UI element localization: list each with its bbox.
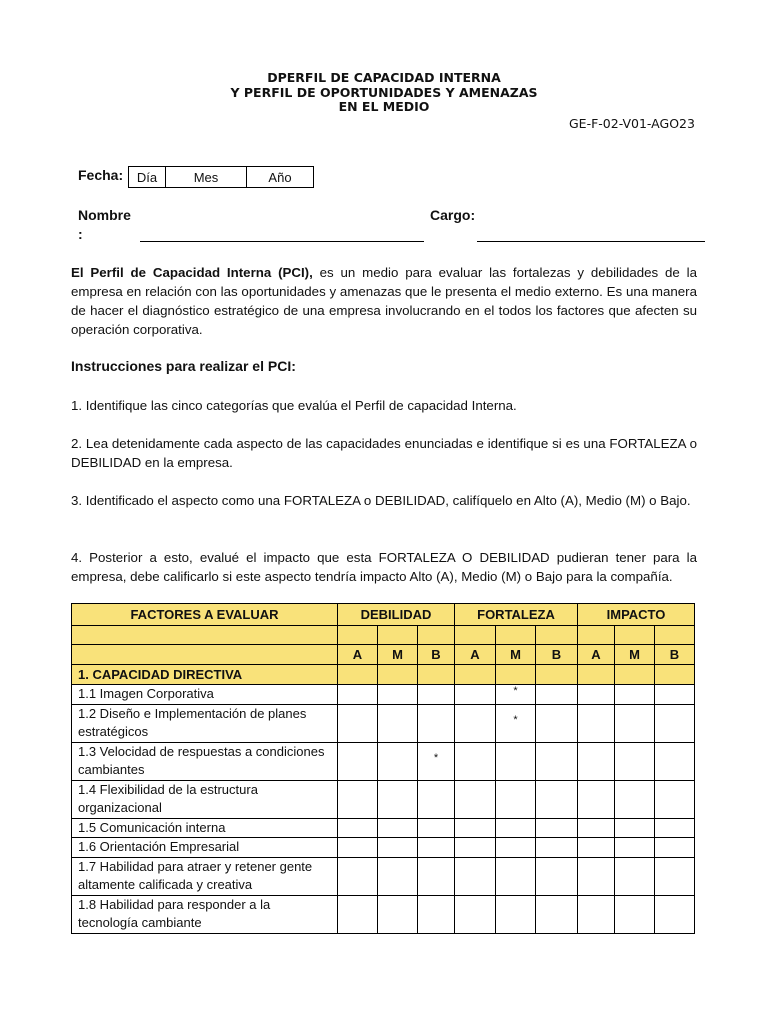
rating-cell[interactable] <box>655 704 695 742</box>
nombre-input-line[interactable] <box>140 241 424 242</box>
rating-cell[interactable] <box>455 818 496 838</box>
rating-cell[interactable] <box>655 857 695 895</box>
debilidad-header: DEBILIDAD <box>338 604 455 626</box>
factor-label: 1.1 Imagen Corporativa <box>72 685 338 705</box>
level-header-cell: B <box>418 645 455 665</box>
rating-cell[interactable] <box>578 780 615 818</box>
rating-cell[interactable] <box>455 704 496 742</box>
category-cell <box>496 665 536 685</box>
rating-cell[interactable] <box>655 742 695 780</box>
table-row <box>72 742 695 780</box>
fecha-anio-field[interactable]: Año <box>268 169 292 185</box>
table-header-row <box>72 604 695 626</box>
rating-cell[interactable] <box>578 895 615 933</box>
title-line-1: DPERFIL DE CAPACIDAD INTERNA <box>267 70 501 85</box>
blank-header-cell <box>536 626 578 645</box>
rating-cell[interactable] <box>455 857 496 895</box>
rating-cell[interactable] <box>418 895 455 933</box>
blank-header-cell <box>72 626 338 645</box>
rating-cell[interactable] <box>378 742 418 780</box>
rating-mark: * <box>513 714 518 726</box>
rating-cell[interactable] <box>615 838 655 858</box>
level-header-cell: B <box>655 645 695 665</box>
document-title <box>0 71 768 115</box>
rating-cell[interactable] <box>378 857 418 895</box>
rating-cell[interactable] <box>615 857 655 895</box>
blank-header-cell <box>455 626 496 645</box>
blank-header-cell <box>418 626 455 645</box>
rating-cell[interactable] <box>536 838 578 858</box>
rating-cell[interactable] <box>338 838 378 858</box>
rating-mark: * <box>513 685 518 698</box>
intro-bold: El Perfil de Capacidad Interna (PCI), <box>71 265 313 280</box>
category-row <box>72 665 695 685</box>
rating-cell[interactable] <box>338 895 378 933</box>
levels-blank-cell <box>72 645 338 665</box>
table-blank-header-row <box>72 626 695 645</box>
rating-cell[interactable] <box>578 818 615 838</box>
instruction-step-3: 3. Identificado el aspecto como una FORTALEZA o DEBILIDAD, califíquelo en Alto (A), Medio (M) o Bajo. <box>71 493 691 508</box>
rating-cell[interactable] <box>615 742 655 780</box>
rating-cell[interactable] <box>615 780 655 818</box>
impacto-header: IMPACTO <box>578 604 695 626</box>
fortaleza-header: FORTALEZA <box>455 604 578 626</box>
rating-cell[interactable] <box>378 838 418 858</box>
rating-cell[interactable] <box>418 818 455 838</box>
rating-cell[interactable] <box>578 838 615 858</box>
rating-cell[interactable] <box>455 685 496 705</box>
rating-cell[interactable] <box>338 857 378 895</box>
rating-cell[interactable] <box>455 780 496 818</box>
rating-cell[interactable] <box>338 780 378 818</box>
table-row <box>72 704 695 742</box>
rating-cell[interactable] <box>536 780 578 818</box>
rating-cell[interactable] <box>378 780 418 818</box>
factor-label: 1.6 Orientación Empresarial <box>72 838 338 858</box>
rating-cell[interactable] <box>455 742 496 780</box>
title-line-2: Y PERFIL DE OPORTUNIDADES Y AMENAZAS <box>230 84 538 100</box>
rating-cell[interactable] <box>655 818 695 838</box>
rating-cell[interactable] <box>496 780 536 818</box>
blank-header-cell <box>615 626 655 645</box>
level-header-cell: M <box>378 645 418 665</box>
blank-header-cell <box>655 626 695 645</box>
rating-mark: * <box>433 752 439 764</box>
level-header-cell: A <box>578 645 615 665</box>
factor-label: 1.5 Comunicación interna <box>72 818 338 838</box>
rating-cell[interactable] <box>378 685 418 705</box>
rating-cell[interactable] <box>418 704 455 742</box>
cargo-label: Cargo: <box>430 207 476 223</box>
rating-cell[interactable] <box>536 685 578 705</box>
instruction-step-1: 1. Identifique las cinco categorías que evalúa el Perfil de capacidad Interna. <box>71 398 517 413</box>
category-cell <box>536 665 578 685</box>
blank-header-cell <box>378 626 418 645</box>
nombre-label-part: Nombre <box>78 207 131 223</box>
fecha-mes-field[interactable]: Mes <box>166 167 247 187</box>
category-cell <box>578 665 615 685</box>
factor-label: 1.8 Habilidad para responder a la tecnología cambiante <box>72 895 338 933</box>
rating-cell[interactable] <box>338 742 378 780</box>
fecha-dia-field[interactable]: Día <box>129 167 166 187</box>
table-row <box>72 780 695 818</box>
rating-cell[interactable] <box>655 838 695 858</box>
rating-cell[interactable] <box>455 895 496 933</box>
rating-cell[interactable] <box>378 818 418 838</box>
rating-cell[interactable] <box>496 857 536 895</box>
fecha-fields <box>128 166 314 188</box>
table-levels-row <box>72 645 695 665</box>
cargo-input-line[interactable] <box>477 241 705 242</box>
rating-cell[interactable] <box>578 742 615 780</box>
factor-label: 1.2 Diseño e Implementación de planes estratégicos <box>72 704 338 742</box>
category-cell <box>655 665 695 685</box>
instruction-step-4: 4. Posterior a esto, evalué el impacto que esta FORTALEZA O DEBILIDAD pudieran tener para la empresa, debe calificarlo si este aspecto tendría impacto Alto (A), Medio (M) o Bajo para la compañía. <box>71 550 697 584</box>
rating-cell[interactable] <box>578 857 615 895</box>
rating-cell[interactable] <box>615 818 655 838</box>
title-line-3: EN EL MEDIO <box>338 99 430 114</box>
rating-cell[interactable] <box>378 704 418 742</box>
rating-cell[interactable] <box>615 704 655 742</box>
rating-cell[interactable] <box>418 838 455 858</box>
table-row <box>72 895 695 933</box>
rating-cell[interactable] <box>655 895 695 933</box>
instructions-title: Instrucciones para realizar el PCI: <box>71 358 296 374</box>
rating-cell[interactable] <box>655 685 695 705</box>
table-row <box>72 838 695 858</box>
factor-label: 1.4 Flexibilidad de la estructura organizacional <box>72 780 338 818</box>
factor-label: 1.3 Velocidad de respuestas a condiciones cambiantes <box>72 742 338 780</box>
table-row <box>72 818 695 838</box>
rating-cell[interactable] <box>615 685 655 705</box>
category-cell <box>378 665 418 685</box>
intro-paragraph <box>71 263 697 339</box>
rating-cell[interactable] <box>418 780 455 818</box>
table-row <box>72 857 695 895</box>
nombre-label-part: : <box>78 226 83 242</box>
rating-cell[interactable] <box>615 895 655 933</box>
rating-cell[interactable] <box>418 857 455 895</box>
factor-header: FACTORES A EVALUAR <box>72 604 338 626</box>
rating-cell[interactable] <box>496 742 536 780</box>
level-header-cell: M <box>496 645 536 665</box>
intro-text: es un medio para evaluar las fortalezas y debilidades de la empresa en relación con las oportunidades y amenazas que le presenta el medio externo. Es una manera de hacer el diagnóstico estratégico de una empresa involucrando en el todos los factores que afecten su operación corporativa. <box>71 265 697 337</box>
factor-label: 1.7 Habilidad para atraer y retener gente altamente calificada y creativa <box>72 857 338 895</box>
nombre-label-text <box>78 207 131 242</box>
rating-cell[interactable] <box>496 685 536 705</box>
category-cell <box>455 665 496 685</box>
category-cell <box>615 665 655 685</box>
rating-cell[interactable] <box>578 685 615 705</box>
rating-cell[interactable] <box>418 742 455 780</box>
rating-cell[interactable] <box>536 818 578 838</box>
blank-header-cell <box>496 626 536 645</box>
level-header-cell: M <box>615 645 655 665</box>
level-header-cell: B <box>536 645 578 665</box>
instruction-step-2: 2. Lea detenidamente cada aspecto de las capacidades enunciadas e identifique si es una FORTALEZA o DEBILIDAD en la empresa. <box>71 436 697 470</box>
category-cell <box>418 665 455 685</box>
category-label: 1. CAPACIDAD DIRECTIVA <box>72 665 338 685</box>
rating-cell[interactable] <box>338 818 378 838</box>
level-header-cell: A <box>338 645 378 665</box>
table-row <box>72 685 695 705</box>
rating-cell[interactable] <box>338 685 378 705</box>
rating-cell[interactable] <box>536 895 578 933</box>
rating-cell[interactable] <box>496 704 536 742</box>
pci-table <box>71 603 695 934</box>
rating-cell[interactable] <box>378 895 418 933</box>
rating-cell[interactable] <box>655 780 695 818</box>
level-header-cell: A <box>455 645 496 665</box>
rating-cell[interactable] <box>455 838 496 858</box>
rating-cell[interactable] <box>536 857 578 895</box>
category-cell <box>338 665 378 685</box>
rating-cell[interactable] <box>536 704 578 742</box>
rating-cell[interactable] <box>536 742 578 780</box>
rating-cell[interactable] <box>496 818 536 838</box>
rating-cell[interactable] <box>496 895 536 933</box>
nombre-label <box>78 206 131 244</box>
rating-cell[interactable] <box>496 838 536 858</box>
blank-header-cell <box>578 626 615 645</box>
fecha-label: Fecha: <box>78 167 124 183</box>
document-code: GE-F-02-V01-AGO23 <box>569 116 695 131</box>
rating-cell[interactable] <box>578 704 615 742</box>
rating-cell[interactable] <box>338 704 378 742</box>
blank-header-cell <box>338 626 378 645</box>
rating-cell[interactable] <box>418 685 455 705</box>
